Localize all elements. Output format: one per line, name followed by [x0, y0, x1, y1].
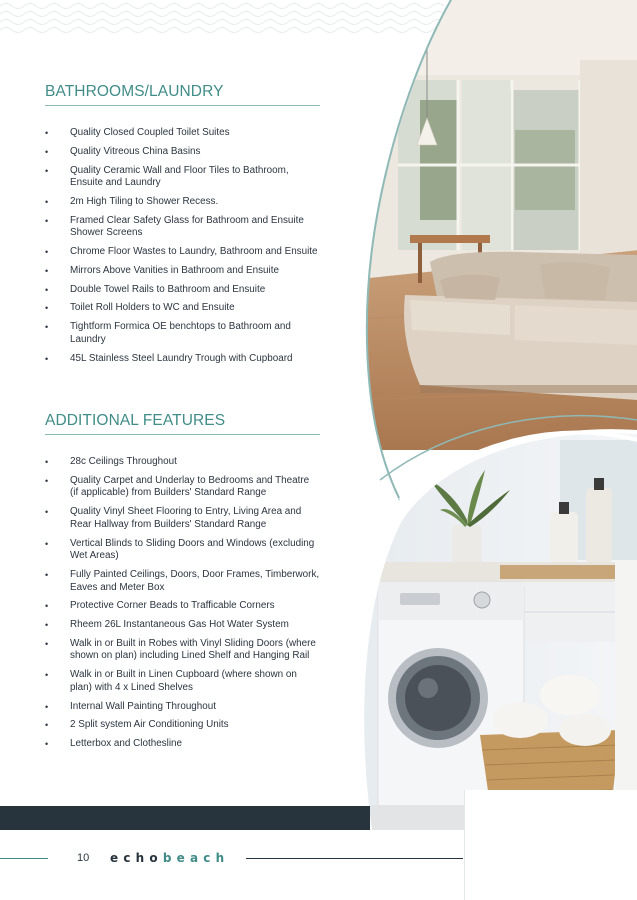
list-item [45, 146, 320, 159]
list-item [45, 701, 320, 714]
list-item-text: 2 Split system Air Conditioning Units [70, 719, 229, 731]
list-item [45, 538, 320, 563]
list-item [45, 284, 320, 297]
list-item-text: Quality Carpet and Underlay to Bedrooms and Theatre (if applicable) from Builders' Standard Range [70, 474, 310, 499]
section-heading: ADDITIONAL FEATURES [45, 412, 320, 435]
bullet-icon: • [45, 303, 49, 314]
features-list [45, 456, 320, 751]
bullet-icon: • [45, 165, 49, 176]
bullet-icon: • [45, 507, 49, 518]
brand-logo [110, 851, 229, 865]
list-item [45, 246, 320, 259]
list-item [45, 669, 320, 694]
list-item-text: Quality Vitreous China Basins [70, 145, 201, 157]
list-item [45, 302, 320, 315]
list-item-text: 28c Ceilings Throughout [70, 456, 177, 467]
list-item-text: Tightform Formica OE benchtops to Bathroom and Laundry [70, 321, 291, 345]
list-item [45, 215, 320, 240]
list-item [45, 475, 320, 500]
list-item [45, 127, 320, 140]
section-additional-features [45, 412, 320, 757]
list-item-text: Letterbox and Clothesline [70, 738, 182, 750]
page-number: 10 [77, 852, 90, 864]
bullet-icon: • [45, 247, 49, 258]
list-item-text: Internal Wall Painting Throughout [70, 700, 217, 712]
footer-divider-right [246, 858, 463, 859]
bullet-icon: • [45, 720, 49, 731]
bullet-icon: • [45, 284, 49, 295]
list-item [45, 456, 320, 469]
bullet-icon: • [45, 569, 49, 580]
bullet-icon: • [45, 128, 49, 138]
section-bathrooms-laundry [45, 83, 320, 371]
list-item-text: Vertical Blinds to Sliding Doors and Windows (excluding Wet Areas) [70, 537, 315, 562]
brand-echo: echo [110, 851, 163, 865]
bullet-icon: • [45, 538, 49, 549]
section-heading: BATHROOMS/LAUNDRY [45, 83, 320, 106]
living-room-photo [350, 0, 637, 450]
list-item-text: Quality Closed Coupled Toilet Suites [70, 127, 230, 138]
list-item-text: Rheem 26L Instantaneous Gas Hot Water System [70, 619, 289, 631]
list-item [45, 600, 320, 613]
list-item-text: Walk in or Built in Linen Cupboard (where shown on plan) with 4 x Lined Shelves [70, 669, 297, 693]
bullet-icon: • [45, 215, 49, 226]
list-item-text: 45L Stainless Steel Laundry Trough with Cupboard [70, 352, 293, 364]
bullet-icon: • [45, 739, 49, 750]
bullet-icon: • [45, 196, 49, 207]
footer-divider-left [0, 858, 48, 859]
list-item-text: Protective Corner Beads to Trafficable Corners [70, 600, 275, 612]
list-item-text: Toilet Roll Holders to WC and Ensuite [70, 302, 235, 314]
list-item-text: Mirrors Above Vanities in Bathroom and Ensuite [70, 264, 279, 276]
bullet-icon: • [45, 670, 49, 681]
laundry-photo [350, 430, 637, 840]
list-item [45, 638, 320, 663]
list-item [45, 719, 320, 732]
bullet-icon: • [45, 701, 49, 712]
list-item-text: Quality Ceramic Wall and Floor Tiles to Bathroom, Ensuite and Laundry [70, 164, 289, 189]
list-item-text: Chrome Floor Wastes to Laundry, Bathroom and Ensuite [70, 246, 318, 258]
bullet-icon: • [45, 146, 49, 157]
list-item [45, 265, 320, 278]
features-list [45, 127, 320, 365]
list-item [45, 196, 320, 209]
bullet-icon: • [45, 322, 49, 333]
list-item [45, 569, 320, 594]
list-item-text: Framed Clear Safety Glass for Bathroom and Ensuite Shower Screens [70, 214, 304, 239]
footer-band [0, 806, 370, 830]
bullet-icon: • [45, 457, 49, 467]
bullet-icon: • [45, 475, 49, 486]
list-item-text: Fully Painted Ceilings, Doors, Door Frames, Timberwork, Eaves and Meter Box [70, 568, 320, 593]
list-item-text: 2m High Tiling to Shower Recess. [70, 195, 219, 207]
list-item [45, 506, 320, 531]
bullet-icon: • [45, 353, 49, 364]
list-item [45, 353, 320, 366]
list-item [45, 619, 320, 632]
bullet-icon: • [45, 620, 49, 631]
list-item-text: Double Towel Rails to Bathroom and Ensuite [70, 283, 266, 295]
list-item-text: Walk in or Built in Robes with Vinyl Sliding Doors (where shown on plan) including Lined Shelf and Hanging Rail [70, 637, 316, 662]
corner-panel [464, 790, 637, 900]
list-item [45, 165, 320, 190]
bullet-icon: • [45, 601, 49, 612]
list-item [45, 321, 320, 346]
bullet-icon: • [45, 265, 49, 276]
list-item [45, 738, 320, 751]
bullet-icon: • [45, 638, 49, 649]
list-item-text: Quality Vinyl Sheet Flooring to Entry, Living Area and Rear Hallway from Builders' Standard Range [70, 506, 302, 530]
brand-beach: beach [162, 851, 230, 865]
